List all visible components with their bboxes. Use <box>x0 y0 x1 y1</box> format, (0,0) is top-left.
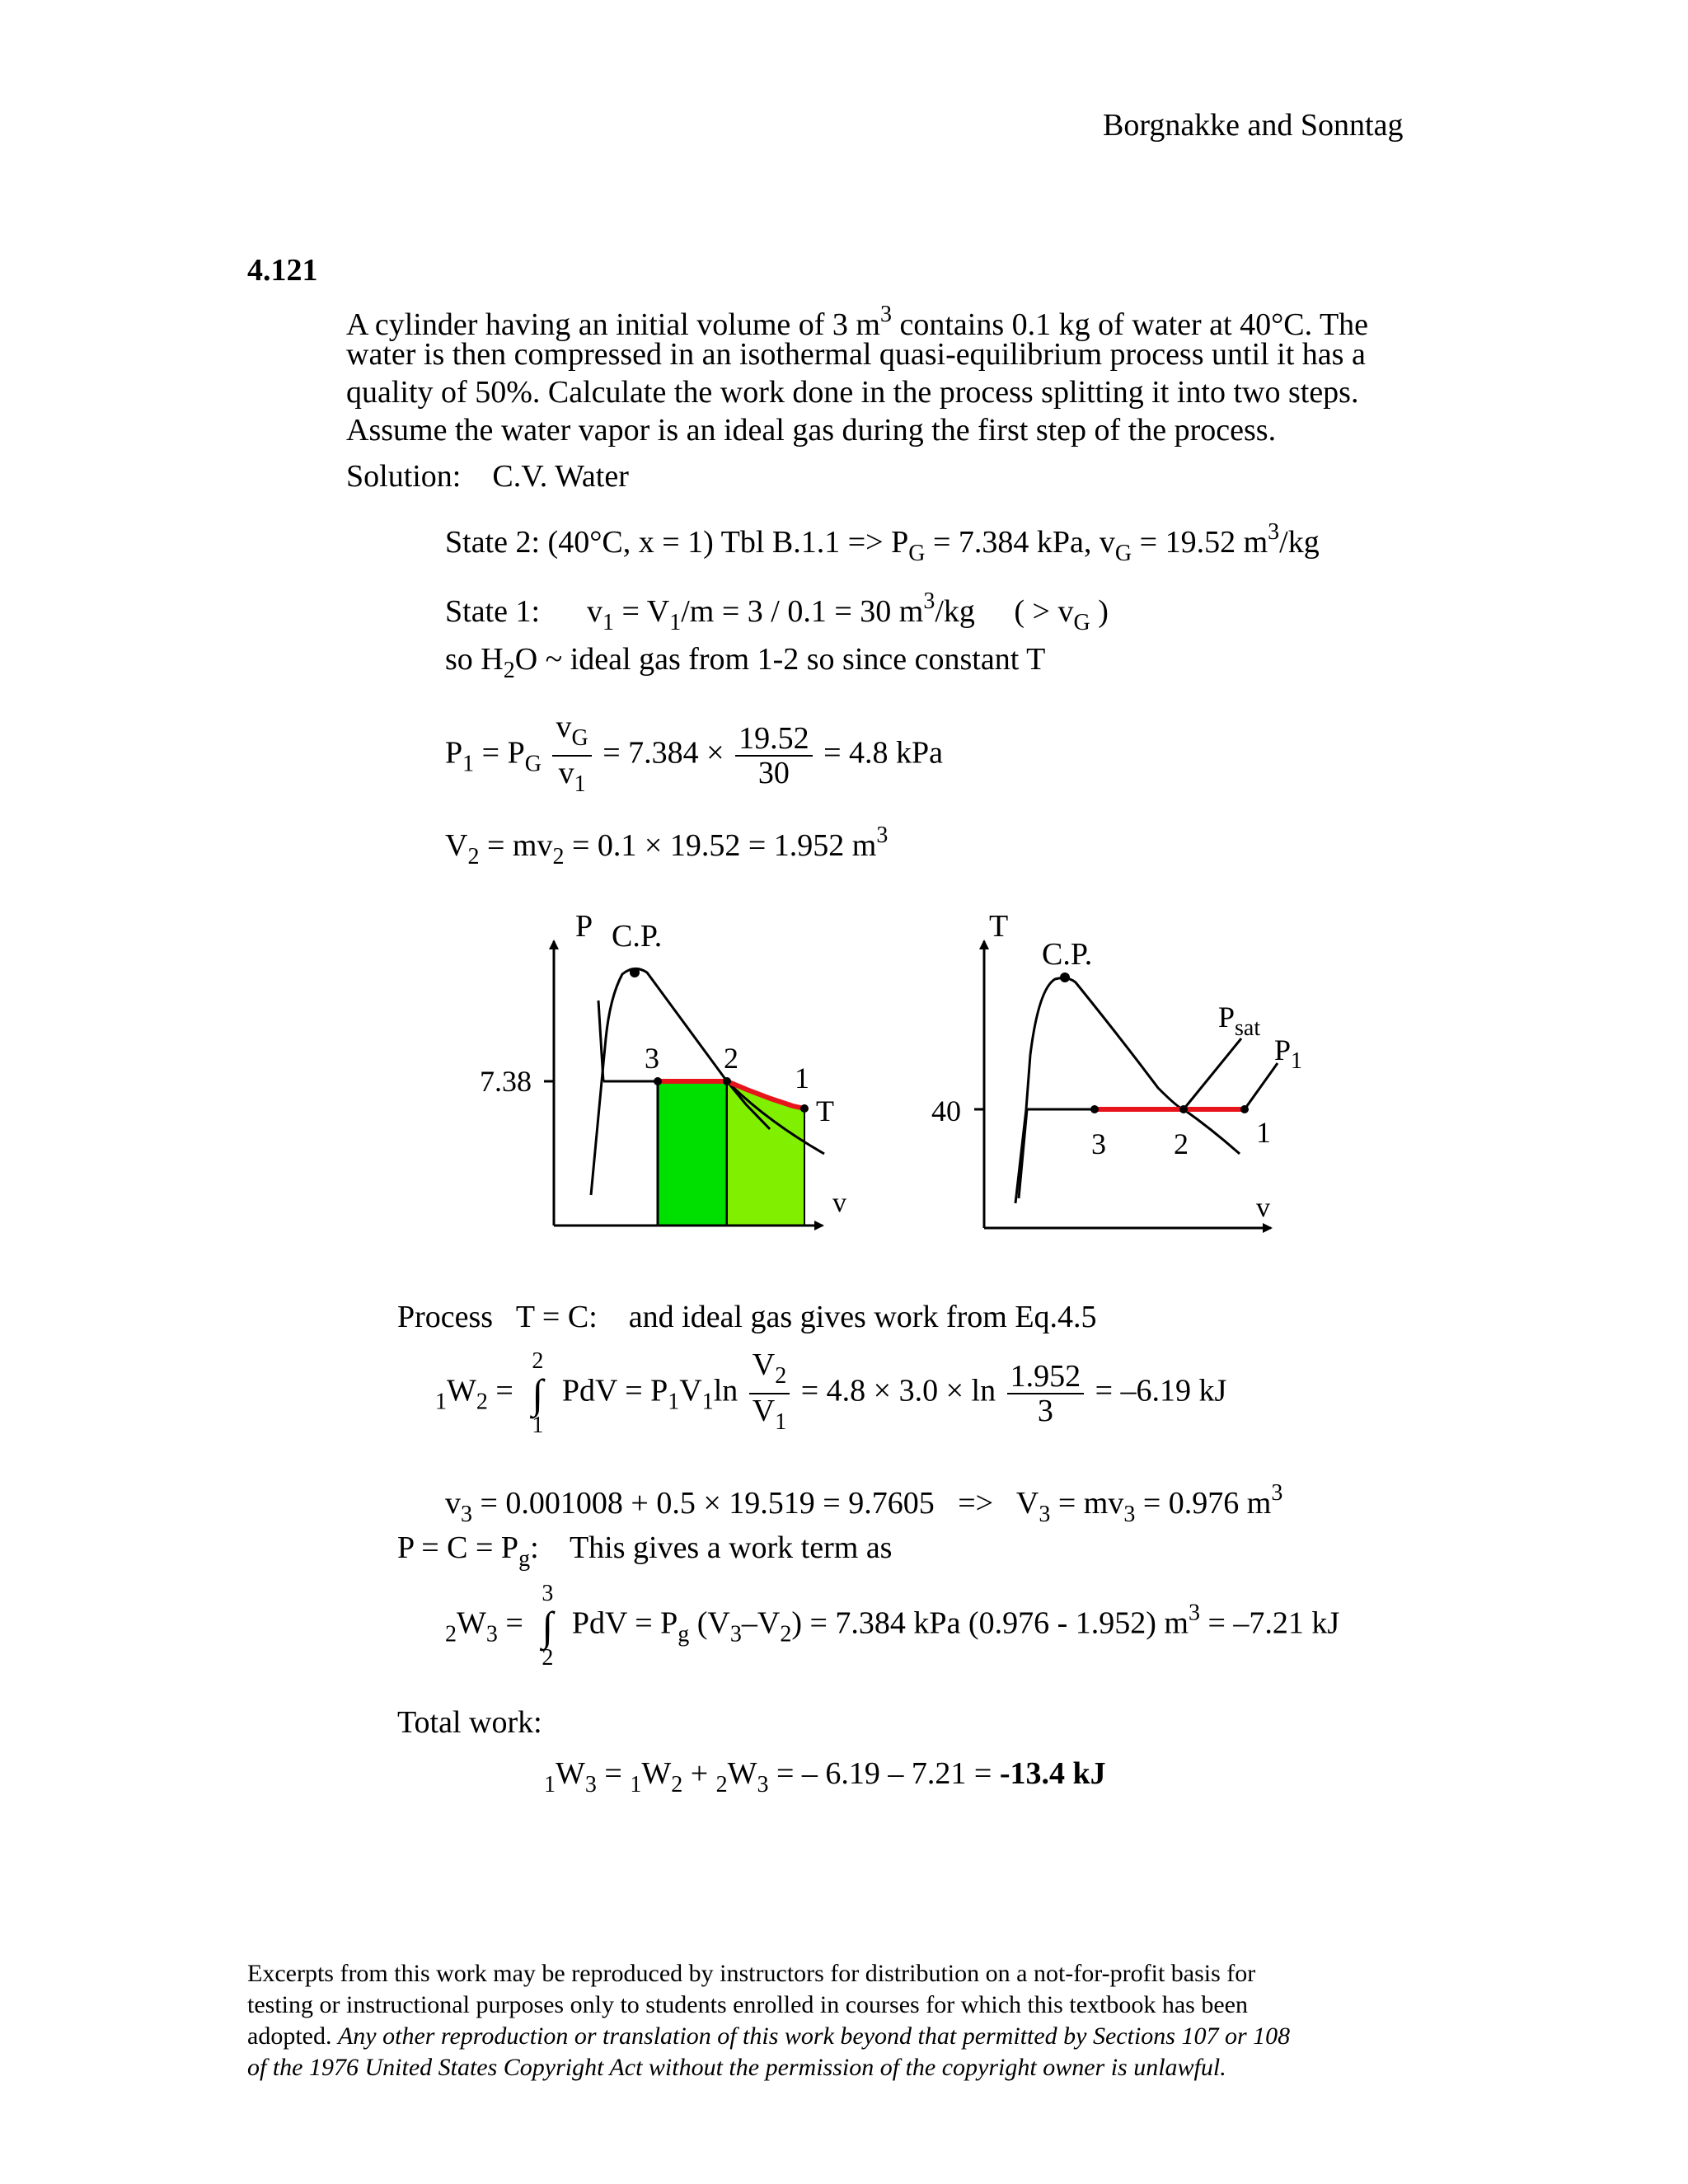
eq-text: PdV = P <box>561 1373 668 1408</box>
fraction-volumes <box>1007 1360 1085 1427</box>
int-upper: 2 <box>532 1348 544 1374</box>
frac-sub: 1 <box>574 771 586 797</box>
eq-sub: 2 <box>467 844 480 869</box>
tv-state1-label: 1 <box>1256 1116 1271 1149</box>
eq-result: = –7.21 kJ <box>1199 1605 1340 1641</box>
p1-sub: 1 <box>1291 1048 1303 1074</box>
eq-text: ) = 7.384 kPa (0.976 - 1.952) m <box>791 1605 1189 1641</box>
pv-p-level-label: 7.38 <box>480 1065 532 1098</box>
eq-result: = 4.8 kPa <box>815 735 943 771</box>
eq-sup: 3 <box>1188 1600 1200 1626</box>
eq-text: W <box>447 1373 476 1408</box>
pv-state-3 <box>654 1077 662 1085</box>
total-work-label: Total work: <box>397 1705 542 1740</box>
statement-line-2: water is then compressed in an isothermal quasi-equilibrium process until it has a <box>346 337 1366 372</box>
tv-state3-label: 3 <box>1091 1127 1106 1160</box>
control-volume: C.V. Water <box>492 459 629 494</box>
pv-diagram <box>480 909 846 1226</box>
eq-presub: 1 <box>544 1772 556 1797</box>
state1-sup: 3 <box>923 588 935 614</box>
integral-sign: 3 ∫ 2 <box>531 1582 564 1670</box>
eq-sub: 1 <box>462 751 475 777</box>
fraction-v2-v1 <box>749 1348 790 1439</box>
eq-sub: 1 <box>668 1389 680 1415</box>
pv-isotherm-liquid <box>598 1001 603 1081</box>
frac-num: v <box>556 710 572 744</box>
eq-text: W <box>641 1756 672 1791</box>
frac-sub: 2 <box>775 1363 787 1389</box>
frac-sub: G <box>571 725 588 751</box>
state1-line <box>445 583 1109 641</box>
pv-area-step23 <box>658 1081 727 1226</box>
eq-text: = 0.001008 + 0.5 × 19.519 = 9.7605 => V <box>472 1486 1039 1521</box>
eq-sub: 3 <box>461 1502 472 1527</box>
eq-sub: 2 <box>476 1389 488 1415</box>
pv-state-2 <box>723 1077 731 1085</box>
footer-line-1: Excerpts from this work may be reproduced by instructors for distribution on a not-for-profit basis for <box>247 1960 1256 1987</box>
eq-sub: 3 <box>1123 1502 1136 1527</box>
eq-sub: g <box>678 1621 690 1647</box>
eq-sub: 3 <box>757 1772 769 1797</box>
eq-text: –V <box>741 1605 781 1641</box>
state2-unit: /kg <box>1279 525 1320 560</box>
int-lower: 2 <box>542 1645 554 1671</box>
footer-italic-text: Any other reproduction or translation of this work beyond that permitted by Sections 107 or 108 <box>337 2022 1291 2050</box>
tv-state-1 <box>1240 1105 1249 1113</box>
eq-text: W <box>727 1756 757 1791</box>
eq-sub: 2 <box>780 1621 792 1647</box>
frac-den: 30 <box>757 756 790 790</box>
pv-y-axis-label: P <box>575 909 593 944</box>
tv-y-axis-label: T <box>989 909 1009 944</box>
eq-text: V <box>445 828 468 863</box>
v3-line <box>445 1475 1282 1533</box>
eq-sub: 1 <box>701 1389 714 1415</box>
pv-area-step12 <box>727 1081 804 1226</box>
eq-presub: 2 <box>715 1772 728 1797</box>
tv-x-axis-label: v <box>1256 1193 1270 1223</box>
tv-state2-label: 2 <box>1174 1127 1189 1160</box>
eq-text: = mv <box>479 828 553 863</box>
statement-text: contains 0.1 kg of water at 40°C. The <box>892 307 1369 342</box>
footer-line-2: testing or instructional purposes only to students enrolled in courses for which this textbook has been <box>247 1991 1248 2018</box>
eq-text: : This gives a work term as <box>530 1530 893 1565</box>
statement-line-3: quality of 50%. Calculate the work done in the process splitting it into two steps. <box>346 375 1359 410</box>
v2-equation <box>445 818 888 875</box>
eq-sup: 3 <box>1271 1480 1283 1506</box>
frac-sub: 1 <box>775 1409 787 1435</box>
eq-sub: 2 <box>671 1772 683 1797</box>
tv-state-2 <box>1179 1105 1188 1113</box>
eq-presub: 1 <box>435 1389 447 1415</box>
state1-compare: ( > v <box>1014 594 1074 629</box>
eq-text: + <box>682 1756 716 1791</box>
eq-sup: 3 <box>876 823 889 848</box>
eq-sub: 3 <box>1039 1502 1051 1527</box>
state2-line <box>445 514 1320 572</box>
pv-critical-point <box>630 968 640 977</box>
pv-isotherm-label: T <box>816 1094 834 1127</box>
footer-text: adopted. <box>247 2022 338 2050</box>
total-work-result: -13.4 kJ <box>999 1756 1106 1791</box>
ideal-text: so H <box>445 642 504 677</box>
constant-pressure-line <box>397 1530 892 1577</box>
eq-text: W <box>556 1756 585 1791</box>
frac-den: 3 <box>1037 1394 1053 1428</box>
eq-sub: g <box>518 1546 531 1572</box>
eq-result: = –6.19 kJ <box>1087 1373 1227 1408</box>
p1-text: P <box>1274 1033 1292 1066</box>
state2-text: = 19.52 m <box>1132 525 1268 560</box>
tv-t-level-label: 40 <box>931 1094 961 1127</box>
tv-dome-vapor-tail <box>1184 1109 1240 1154</box>
statement-sup: 3 <box>880 302 892 327</box>
eq-text: = mv <box>1050 1486 1124 1521</box>
ideal-gas-line <box>445 641 1045 689</box>
state1-sub: 1 <box>603 610 615 635</box>
eq-text: = <box>487 1373 522 1408</box>
eq-text: V <box>679 1373 702 1408</box>
problem-number: 4.121 <box>247 253 318 288</box>
eq-text: = 7.384 × <box>594 735 724 771</box>
tv-psat-line <box>1184 1038 1241 1109</box>
state2-text: = 7.384 kPa, v <box>925 525 1115 560</box>
ideal-text: O ~ ideal gas from 1-2 so since constant T <box>514 642 1046 677</box>
state2-sup: 3 <box>1268 519 1280 545</box>
eq-presub: 1 <box>630 1772 642 1797</box>
eq-sub: 3 <box>729 1621 742 1647</box>
solution-header <box>346 458 629 494</box>
pv-cp-label: C.P. <box>612 919 663 954</box>
p1-equation <box>445 710 943 801</box>
ideal-sub: 2 <box>503 658 515 683</box>
w12-equation <box>435 1348 1226 1439</box>
tv-cp-label: C.P. <box>1042 937 1093 972</box>
eq-text: = 0.976 m <box>1135 1486 1272 1521</box>
state2-sub: G <box>908 541 926 566</box>
state1-text: v <box>587 594 603 629</box>
eq-sub: 2 <box>552 844 565 869</box>
statement-text: A cylinder having an initial volume of 3 m <box>346 307 880 342</box>
eq-text: ln <box>713 1373 738 1408</box>
tv-diagram <box>931 909 1302 1228</box>
tv-p1-label <box>1274 1033 1302 1074</box>
pv-state1-label: 1 <box>795 1062 809 1094</box>
tv-critical-point <box>1060 972 1070 982</box>
eq-text: P = C = P <box>397 1530 519 1565</box>
state2-sub: G <box>1114 541 1132 566</box>
eq-text: PdV = P <box>571 1605 678 1641</box>
eq-sub: 3 <box>485 1621 498 1647</box>
tv-psat-label <box>1218 1001 1260 1041</box>
eq-text: = <box>596 1756 631 1791</box>
state1-text: = V <box>614 594 670 629</box>
pv-tv-diagrams <box>462 907 1385 1253</box>
eq-text: W <box>457 1605 486 1641</box>
pv-state2-label: 2 <box>724 1042 738 1075</box>
state1-compare-end: ) <box>1090 594 1109 629</box>
eq-text: P <box>445 735 463 771</box>
total-work-equation <box>544 1755 1106 1803</box>
pv-state3-label: 3 <box>645 1042 659 1075</box>
statement-line-4: Assume the water vapor is an ideal gas during the first step of the process. <box>346 413 1277 448</box>
int-lower: 1 <box>532 1413 544 1438</box>
frac-num: 1.952 <box>1007 1360 1085 1394</box>
state1-compare-sub: G <box>1073 610 1090 635</box>
eq-sub: G <box>524 751 542 777</box>
frac-den: V <box>752 1394 776 1428</box>
eq-text: = 4.8 × 3.0 × ln <box>793 1373 996 1408</box>
state1-unit: /kg <box>935 594 975 629</box>
state1-text: /m = 3 / 0.1 = 30 m <box>681 594 924 629</box>
pv-state-1 <box>800 1104 809 1113</box>
solution-label: Solution: <box>346 459 462 494</box>
frac-num: V <box>752 1347 776 1382</box>
footer-line-3 <box>247 2021 1290 2052</box>
process-line: Process T = C: and ideal gas gives work from Eq.4.5 <box>397 1300 1097 1334</box>
fraction-vg-v1 <box>552 710 591 801</box>
footer-line-4: of the 1976 United States Copyright Act without the permission of the copyright owner is unlawful. <box>247 2054 1226 2081</box>
eq-text: = – 6.19 – 7.21 = <box>768 1756 1000 1791</box>
w23-equation <box>445 1582 1339 1670</box>
eq-text: v <box>445 1486 461 1521</box>
psat-text: P <box>1218 1001 1236 1033</box>
eq-text: = P <box>474 735 525 771</box>
page-header-authors: Borgnakke and Sonntag <box>1103 108 1404 143</box>
tv-saturation-dome <box>1015 978 1184 1203</box>
state1-sub: 1 <box>669 610 682 635</box>
eq-text: = 0.1 × 19.52 = 1.952 m <box>564 828 877 863</box>
eq-text: (V <box>689 1605 730 1641</box>
eq-presub: 2 <box>445 1621 457 1647</box>
state1-label: State 1: <box>445 594 541 629</box>
eq-text: = <box>497 1605 532 1641</box>
int-upper: 3 <box>542 1581 554 1606</box>
tv-p1-line <box>1245 1063 1278 1109</box>
pv-x-axis-label: v <box>832 1188 846 1218</box>
eq-sub: 3 <box>584 1772 597 1797</box>
tv-state-3 <box>1090 1105 1099 1113</box>
psat-sub: sat <box>1235 1015 1261 1041</box>
state2-text: State 2: (40°C, x = 1) Tbl B.1.1 => P <box>445 525 909 560</box>
fraction-values <box>735 722 813 790</box>
integral-sign: 2 ∫ 1 <box>521 1350 554 1437</box>
frac-num: 19.52 <box>735 722 813 757</box>
frac-den: v <box>558 756 574 790</box>
